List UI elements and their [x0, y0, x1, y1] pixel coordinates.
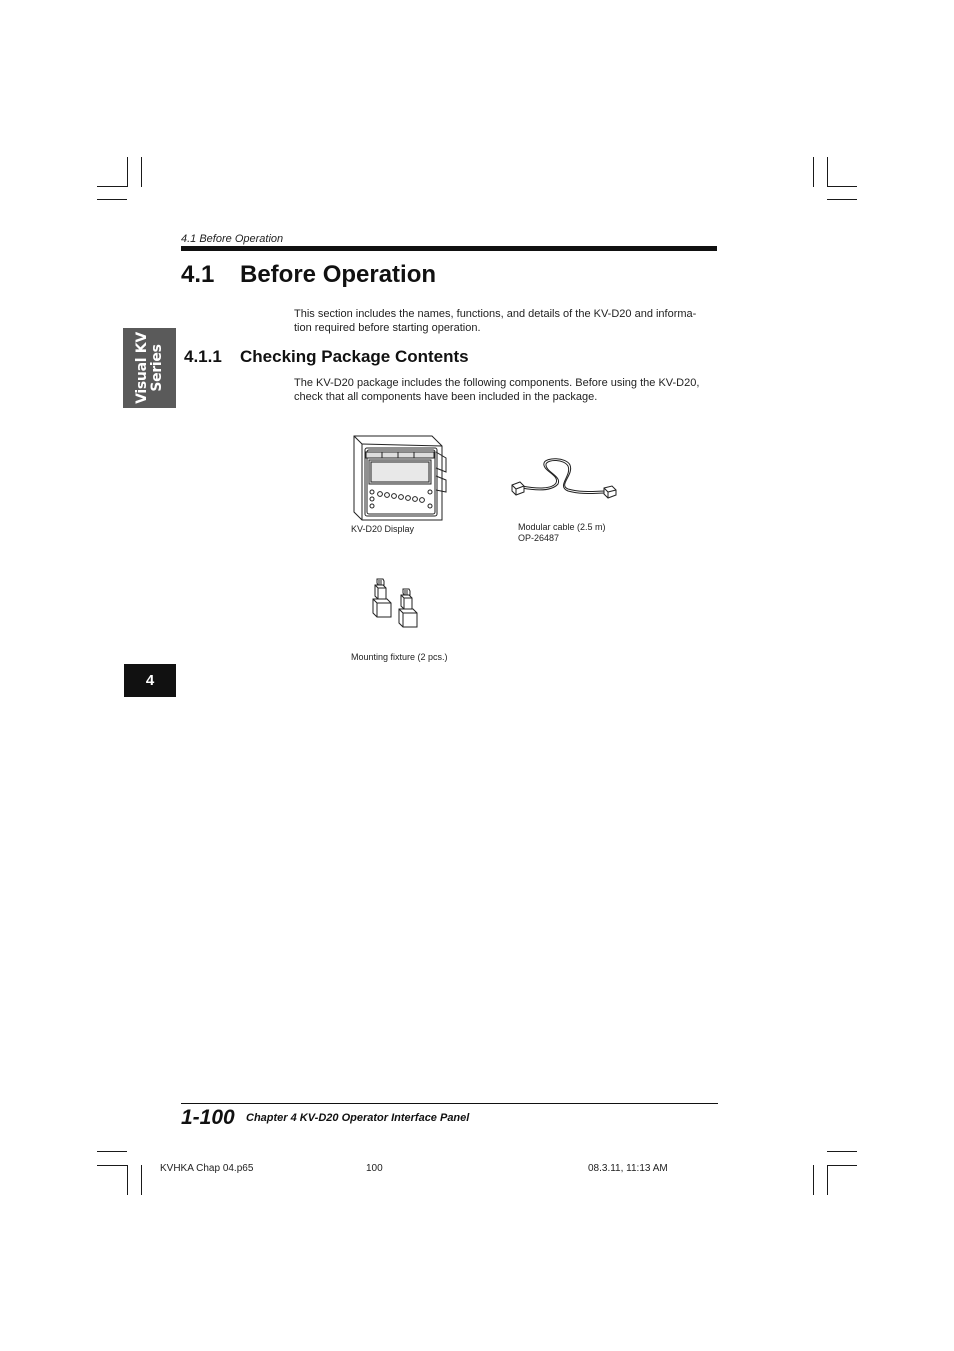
section-intro: [294, 307, 714, 335]
footer-rule: [181, 1103, 718, 1104]
subsection-number: 4.1.1: [184, 347, 222, 366]
modular-cable-illustration: [508, 455, 620, 501]
crop-mark: [127, 157, 128, 187]
crop-mark: [827, 186, 857, 187]
crop-mark: [813, 157, 814, 187]
section-title-text: Before Operation: [240, 261, 437, 288]
page-number: 1-100: [181, 1106, 235, 1129]
mounting-fixture-illustration: [364, 577, 426, 631]
crop-mark: [827, 199, 857, 200]
component-caption: [518, 522, 606, 544]
crop-mark: [97, 1151, 127, 1152]
subsection-title-text: Checking Package Contents: [240, 347, 469, 366]
slug-file: KVHKA Chap 04.p65: [160, 1163, 254, 1174]
slug-timestamp: 08.3.11, 11:13 AM: [588, 1163, 668, 1174]
crop-mark: [827, 157, 828, 187]
subsection-title: [184, 347, 469, 367]
running-header: 4.1 Before Operation: [181, 233, 284, 245]
intro-line: tion required before starting operation.: [294, 322, 481, 334]
kv-d20-display-illustration: [350, 432, 450, 524]
section-number: 4.1: [181, 261, 215, 288]
crop-mark: [97, 199, 127, 200]
footer-chapter-label: Chapter 4 KV-D20 Operator Interface Panel: [246, 1112, 470, 1124]
side-tab: [123, 328, 176, 408]
component-caption: [351, 524, 414, 535]
body-line: The KV-D20 package includes the following components. Before using the KV-D20,: [294, 377, 700, 389]
caption-line: Modular cable (2.5 m): [518, 522, 606, 532]
crop-mark: [813, 1165, 814, 1195]
section-title: [181, 261, 436, 289]
subsection-body: [294, 376, 714, 404]
caption-line: Mounting fixture (2 pcs.): [351, 652, 448, 662]
crop-mark: [97, 1165, 127, 1166]
header-rule: [181, 246, 717, 251]
intro-line: This section includes the names, functions, and details of the KV-D20 and informa-: [294, 308, 697, 320]
side-tab-line: Series: [148, 344, 165, 392]
crop-mark: [141, 1165, 142, 1195]
slug-page: 100: [366, 1163, 383, 1174]
crop-mark: [127, 1165, 128, 1195]
side-tab-line: Visual KV: [133, 332, 150, 404]
component-caption: [351, 652, 448, 663]
crop-mark: [97, 186, 127, 187]
crop-mark: [827, 1151, 857, 1152]
side-tab-label: [123, 328, 176, 408]
crop-mark: [827, 1165, 857, 1166]
crop-mark: [827, 1165, 828, 1195]
caption-line: KV-D20 Display: [351, 524, 415, 534]
body-line: check that all components have been included in the package.: [294, 391, 598, 403]
chapter-tab: 4: [124, 664, 176, 697]
crop-mark: [141, 157, 142, 187]
caption-line: OP-26487: [518, 533, 560, 543]
